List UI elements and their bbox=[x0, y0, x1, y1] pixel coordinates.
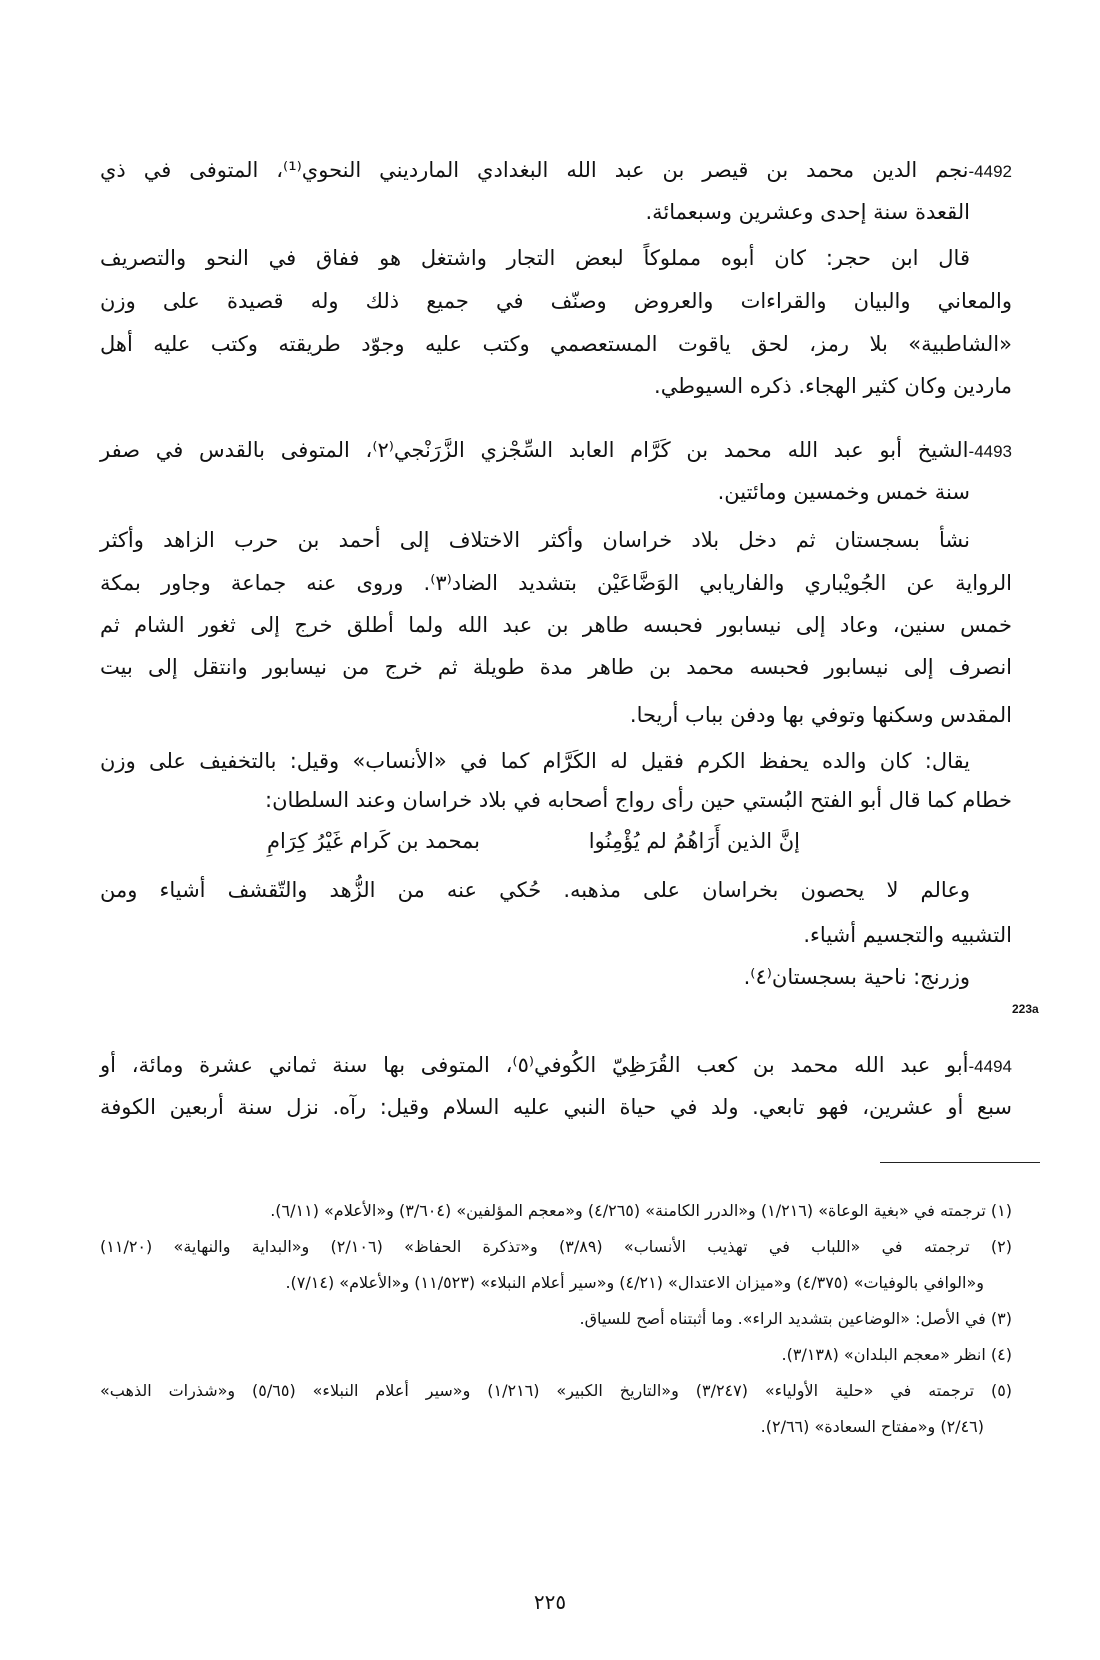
footnote-4: (٤) انظر «معجم البلدان» (٣/١٣٨). bbox=[781, 1345, 1012, 1364]
text-line: خطام كما قال أبو الفتح البُستي حين رأى رواج أصحابه في بلاد خراسان وعند السلطان: bbox=[265, 788, 1012, 812]
text-line: سنة خمس وخمسين ومائتين. bbox=[717, 480, 970, 504]
text-line: وزرنج: ناحية بسجستان⁽٤⁾. bbox=[743, 965, 970, 989]
footnote-2-cont: و«الوافي بالوفيات» (٤/٣٧٥) و«ميزان الاعتدال» (٤/٢١) و«سير أعلام النبلاء» (١١/٥٢٣) و«الأعلام» (٧/١٤). bbox=[285, 1273, 984, 1292]
footnote-2: (٢) ترجمته في «اللباب في تهذيب الأنساب» (٣/٨٩) و«تذكرة الحفاظ» (٢/١٠٦) و«البداية والنهاية» (١١/٢٠) bbox=[100, 1237, 1013, 1256]
entry-number: 4492- bbox=[968, 162, 1012, 181]
footnote-5-cont: (٢/٤٦) و«مفتاح السعادة» (٢/٦٦). bbox=[760, 1417, 984, 1436]
text-line: يقال: كان والده يحفظ الكرم فقيل له الكَرَّام كما في «الأنساب» وقيل: بالتخفيف على وزن bbox=[100, 749, 970, 773]
text-line: المقدس وسكنها وتوفي بها ودفن بباب أريحا. bbox=[629, 703, 1012, 727]
entry-number: 4494- bbox=[968, 1057, 1012, 1076]
text-line: سبع أو عشرين، فهو تابعي. ولد في حياة النبي عليه السلام وقيل: رآه. نزل سنة أربعين الكوفة bbox=[100, 1095, 1012, 1119]
entry-4494-heading bbox=[100, 1045, 1012, 1087]
text-line: الرواية عن الجُويْباري والفاريابي الوَضَّاعَيْن بتشديد الضاد⁽٣⁾. وروى عنه جماعة وجاور بمكة bbox=[100, 571, 1012, 595]
text-line: وعالم لا يحصون بخراسان على مذهبه. حُكي عنه من الزُّهد والتّقشف أشياء ومن bbox=[100, 878, 970, 902]
verse-hemistich-2: بمحمد بن كَرام غَيْرُ كِرَامِ bbox=[267, 829, 480, 853]
footnote-1: (١) ترجمته في «بغية الوعاة» (١/٢١٦) و«الدرر الكامنة» (٤/٢٦٥) و«معجم المؤلفين» (٣/٦٠٤) و«الأعلام» (٦/١١). bbox=[270, 1201, 1012, 1220]
entry-number: 4493- bbox=[968, 442, 1013, 461]
text-line: والمعاني والبيان والقراءات والعروض وصنّف في جميع ذلك وله قصيدة على وزن bbox=[100, 289, 1012, 313]
text-line: أبو عبد الله محمد بن كعب القُرَظِيّ الكُوفي⁽٥⁾، المتوفى بها سنة ثماني عشرة ومائة، أو bbox=[100, 1053, 969, 1077]
text-line: نشأ بسجستان ثم دخل بلاد خراسان وأكثر الاختلاف إلى أحمد بن حرب الزاهد وأكثر bbox=[100, 528, 970, 552]
footnote-5: (٥) ترجمته في «حلية الأولياء» (٣/٢٤٧) و«التاريخ الكبير» (١/٢١٦) و«سير أعلام النبلاء» (٥/٦٥) و«شذرات الذهب» bbox=[100, 1381, 1013, 1400]
text-line: «الشاطبية» بلا رمز، لحق ياقوت المستعصمي وكتب عليه وجوّد طريقته وكتب عليه أهل bbox=[100, 332, 1012, 356]
text-line: ماردين وكان كثير الهجاء. ذكره السيوطي. bbox=[654, 374, 1012, 398]
text-line: نجم الدين محمد بن قيصر بن عبد الله البغدادي المارديني النحوي⁽¹⁾، المتوفى في ذي bbox=[100, 158, 969, 182]
text-line: خمس سنين، وعاد إلى نيسابور فحبسه طاهر بن عبد الله ولما أطلق خرج إلى ثغور الشام ثم bbox=[100, 613, 1012, 637]
folio-marker: 223a bbox=[1012, 1002, 1039, 1016]
text-line: انصرف إلى نيسابور فحبسه محمد بن طاهر مدة طويلة ثم خرج من نيسابور وانتقل إلى بيت bbox=[100, 655, 1012, 679]
page-number: ٢٢٥ bbox=[533, 1590, 567, 1614]
entry-4493-heading bbox=[100, 430, 1012, 472]
entry-4492-heading bbox=[100, 150, 1012, 192]
footnote-3: (٣) في الأصل: «الوضاعين بتشديد الراء». وما أثبتناه أصح للسياق. bbox=[579, 1309, 1012, 1328]
verse-hemistich-1: إنَّ الذين أَرَاهُمُ لم يُؤْمِنُوا bbox=[588, 829, 800, 853]
text-line: قال ابن حجر: كان أبوه مملوكاً لبعض التجار واشتغل هو ففاق في النحو والتصريف bbox=[100, 246, 970, 270]
text-line: القعدة سنة إحدى وعشرين وسبعمائة. bbox=[645, 200, 970, 224]
text-line: الشيخ أبو عبد الله محمد بن كَرَّام العابد السِّجْزي الزَّرَنْجي⁽٢⁾، المتوفى بالقدس في صفر bbox=[100, 438, 969, 462]
text-line: التشبيه والتجسيم أشياء. bbox=[803, 923, 1012, 947]
footnote-separator bbox=[880, 1162, 1040, 1163]
